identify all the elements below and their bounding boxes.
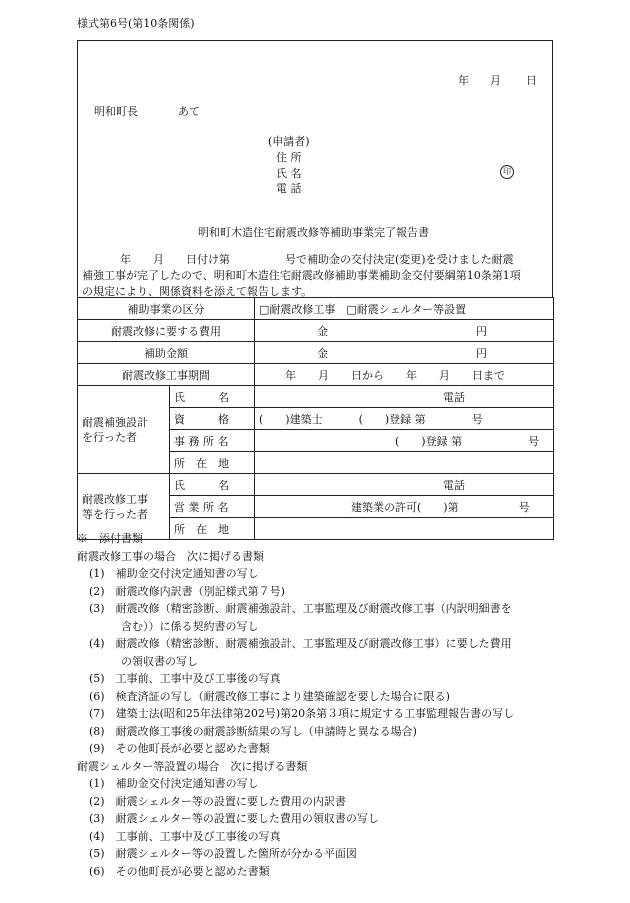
cost-value[interactable]: [255, 320, 554, 342]
addressee-suffix: あて: [178, 105, 200, 118]
applicant-address-label: 住 所: [276, 151, 302, 164]
report-table: [77, 297, 554, 540]
cost-prefix: 金: [317, 324, 328, 338]
designer-name-label: 氏 名: [170, 386, 255, 408]
designer-office-value[interactable]: [255, 430, 554, 452]
list-item: (8) 耐震改修工事後の耐震診断結果の写し（申請時と異なる場合): [89, 724, 417, 738]
builder-office-label: 営 業 所 名: [170, 496, 255, 518]
list-item: (2) 耐震改修内訳書（別記様式第７号): [89, 584, 285, 598]
applicant-name-label: 氏 名: [276, 167, 302, 180]
body-line-3: の規定により、関係資料を添えて報告します。: [82, 285, 313, 298]
list-item: (3) 耐震改修（精密診断、耐震補強設計、工事監理及び耐震改修工事（内訳明細書を: [89, 602, 512, 615]
table-row: [78, 298, 554, 320]
cost-label: 耐震改修に要する費用: [78, 320, 255, 342]
body-line-1: 年 月 日付け第 号で補助金の交付決定(変更)を受けました耐震: [120, 253, 514, 266]
section-heading: 耐震改修工事の場合 次に掲げる書類: [77, 549, 264, 563]
designer-label-line: を行った者: [82, 430, 137, 444]
builder-office-value[interactable]: [255, 496, 554, 518]
seal-icon: 印: [500, 165, 514, 179]
list-item: (4) 耐震改修（精密診断、耐震補強設計、工事監理及び耐震改修工事）に要した費用: [89, 637, 512, 650]
designer-location-value[interactable]: [255, 452, 554, 474]
table-row: [78, 342, 554, 364]
body-line-2: 補強工事が完了したので、明和町木造住宅耐震改修補助事業補助金交付要綱第10条第1項: [82, 269, 521, 282]
builder-label-line: 耐震改修工事: [82, 492, 148, 506]
designer-qual-value[interactable]: [255, 408, 554, 430]
table-row: [78, 320, 554, 342]
office-number-suffix: 号: [528, 434, 540, 448]
seal-mark: [500, 164, 514, 179]
list-item: (2) 耐震シェルター等の設置に要した費用の内訳書: [89, 794, 346, 808]
section-heading: 耐震シェルター等設置の場合 次に掲げる書類: [77, 759, 308, 773]
list-item: (5) 工事前、工事中及び工事後の写真: [89, 672, 281, 685]
subsidy-value[interactable]: [255, 342, 554, 364]
designer-location-label: 所 在 地: [170, 452, 255, 474]
date-year: 年: [458, 74, 469, 87]
period-label: 耐震改修工事期間: [78, 364, 255, 386]
builder-name-label: 氏 名: [170, 474, 255, 496]
designer-phone-label: 電話: [443, 390, 465, 404]
addressee-name: 明和町長: [94, 105, 138, 118]
qual-number-suffix: 号: [471, 412, 483, 426]
applicant-title: (申請者): [268, 135, 310, 148]
list-item: (6) その他町長が必要と認めた書類: [89, 864, 270, 878]
list-item-continuation: 含む））に係る契約書の写し: [121, 619, 259, 633]
table-row: [78, 386, 554, 408]
applicant-phone-label: 電 話: [276, 182, 302, 195]
office-registration: ( )登録 第: [395, 434, 463, 448]
document-title: 明和町木造住宅耐震改修等補助事業完了報告書: [198, 226, 429, 239]
designer-office-label: 事 務 所 名: [170, 430, 255, 452]
list-item: (6) 検査済証の写し（耐震改修工事により建築確認を要した場合に限る): [89, 689, 450, 703]
builder-location-label: 所 在 地: [170, 518, 255, 540]
builder-phone-label: 電話: [443, 478, 465, 492]
list-item: (4) 工事前、工事中及び工事後の写真: [89, 829, 281, 843]
builder-number-suffix: 号: [518, 500, 530, 514]
attachments-section: [77, 530, 557, 880]
designer-qual-label: 資 格: [170, 408, 255, 430]
list-item: (5) 耐震シェルター等の設置した箇所が分かる平面図: [89, 847, 357, 860]
attachments-header: ※ 添付書類: [77, 532, 143, 545]
category-value[interactable]: □耐震改修工事 □耐震シェルター等設置: [255, 298, 554, 320]
table-row: [78, 474, 554, 496]
period-value[interactable]: 年 月 日から 年 月 日まで: [255, 364, 554, 386]
subsidy-label: 補助金額: [78, 342, 255, 364]
date-month: 月: [490, 74, 501, 87]
designer-name-value[interactable]: [255, 386, 554, 408]
form-id: 様式第6号(第10条関係): [77, 17, 195, 30]
list-item: (1) 補助金交付決定通知書の写し: [89, 567, 259, 580]
list-item-continuation: の領収書の写し: [121, 654, 198, 668]
builder-name-value[interactable]: [255, 474, 554, 496]
list-item: (3) 耐震シェルター等の設置に要した費用の領収書の写し: [89, 812, 379, 825]
builder-label-line: 等を行った者: [82, 507, 148, 521]
designer-label-line: 耐震補強設計: [82, 415, 148, 429]
date-day: 日: [526, 74, 537, 87]
table-row: [78, 364, 554, 386]
qual-registration: ( )登録 第: [358, 412, 426, 426]
list-item: (9) その他町長が必要と認めた書類: [89, 742, 270, 755]
subsidy-unit: 円: [476, 346, 487, 360]
category-label: 補助事業の区分: [78, 298, 255, 320]
designer-group-label: [78, 386, 170, 474]
list-item: (7) 建築士法(昭和25年法律第202号)第20条第３項に規定する工事監理報告書の写し: [89, 707, 515, 720]
list-item: (1) 補助金交付決定通知書の写し: [89, 777, 259, 790]
qual-architect: ( )建築士: [259, 412, 323, 426]
subsidy-prefix: 金: [317, 346, 328, 360]
cost-unit: 円: [476, 324, 487, 338]
builder-license: 建築業の許可( )第: [351, 500, 459, 514]
